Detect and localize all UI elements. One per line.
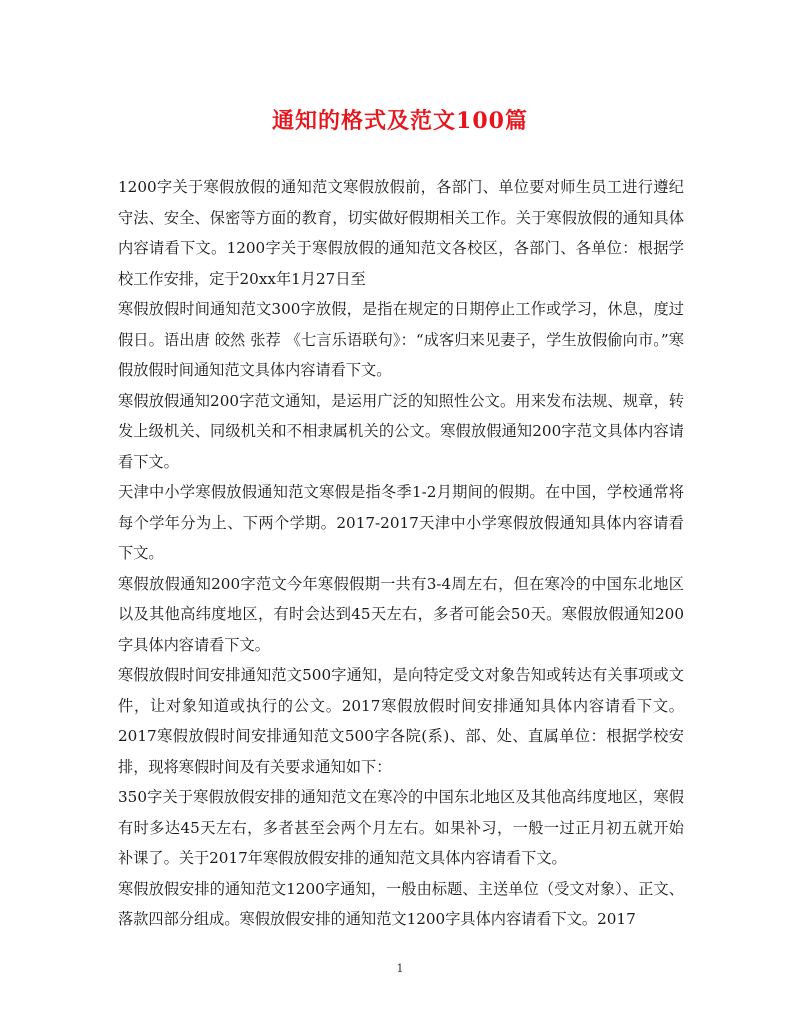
paragraph: 天津中小学寒假放假通知范文寒假是指冬季1-2月期间的假期。在中国，学校通常将每个学年分为上、下两个学期。2017-2017天津中小学寒假放假通知具体内容请看下文。 xyxy=(118,483,684,562)
paragraph: 寒假放假时间通知范文300字放假，是指在规定的日期停止工作或学习，休息，度过假日。语出唐 皎然 张荐 《七言乐语联句》：“成客归来见妻子，学生放假偷向市。”寒假放假时间通知范文具体内容请看下文。 xyxy=(118,300,684,379)
page-number: 1 xyxy=(396,962,404,975)
paragraph: 寒假放假通知200字范文今年寒假假期一共有3-4周左右，但在寒冷的中国东北地区以及其他高纬度地区，有时会达到45天左右，多者可能会50天。寒假放假通知200字具体内容请看下文。 xyxy=(118,574,684,654)
document-body xyxy=(118,172,684,935)
paragraph: 1200字关于寒假放假的通知范文寒假放假前，各部门、单位要对师生员工进行遵纪守法、安全、保密等方面的教育，切实做好假期相关工作。关于寒假放假的通知具体内容请看下文。1200字关于寒假放假的通知范文各校区，各部门、各单位：根据学校工作安排，定于20xx年1月27日至 xyxy=(118,178,684,288)
document-title: 通知的格式及范文100篇 xyxy=(272,108,528,134)
paragraph: 寒假放假安排的通知范文1200字通知，一般由标题、主送单位（受文对象）、正文、落款四部分组成。寒假放假安排的通知范文1200字具体内容请看下文。2017 xyxy=(118,879,684,928)
paragraph: 350字关于寒假放假安排的通知范文在寒冷的中国东北地区及其他高纬度地区，寒假有时多达45天左右，多者甚至会两个月左右。如果补习，一般一过正月初五就开始补课了。关于2017年寒假放假安排的通知范文具体内容请看下文。 xyxy=(118,788,684,867)
paragraph: 寒假放假时间安排通知范文500字通知，是向特定受文对象告知或转达有关事项或文件，让对象知道或执行的公文。2017寒假放假时间安排通知具体内容请看下文。2017寒假放假时间安排通知范文500字各院(系)、部、处、直属单位：根据学校安排，现将寒假时间及有关要求通知如下： xyxy=(118,666,684,776)
paragraph: 寒假放假通知200字范文通知，是运用广泛的知照性公文。用来发布法规、规章，转发上级机关、同级机关和不相隶属机关的公文。寒假放假通知200字范文具体内容请看下文。 xyxy=(118,391,684,471)
